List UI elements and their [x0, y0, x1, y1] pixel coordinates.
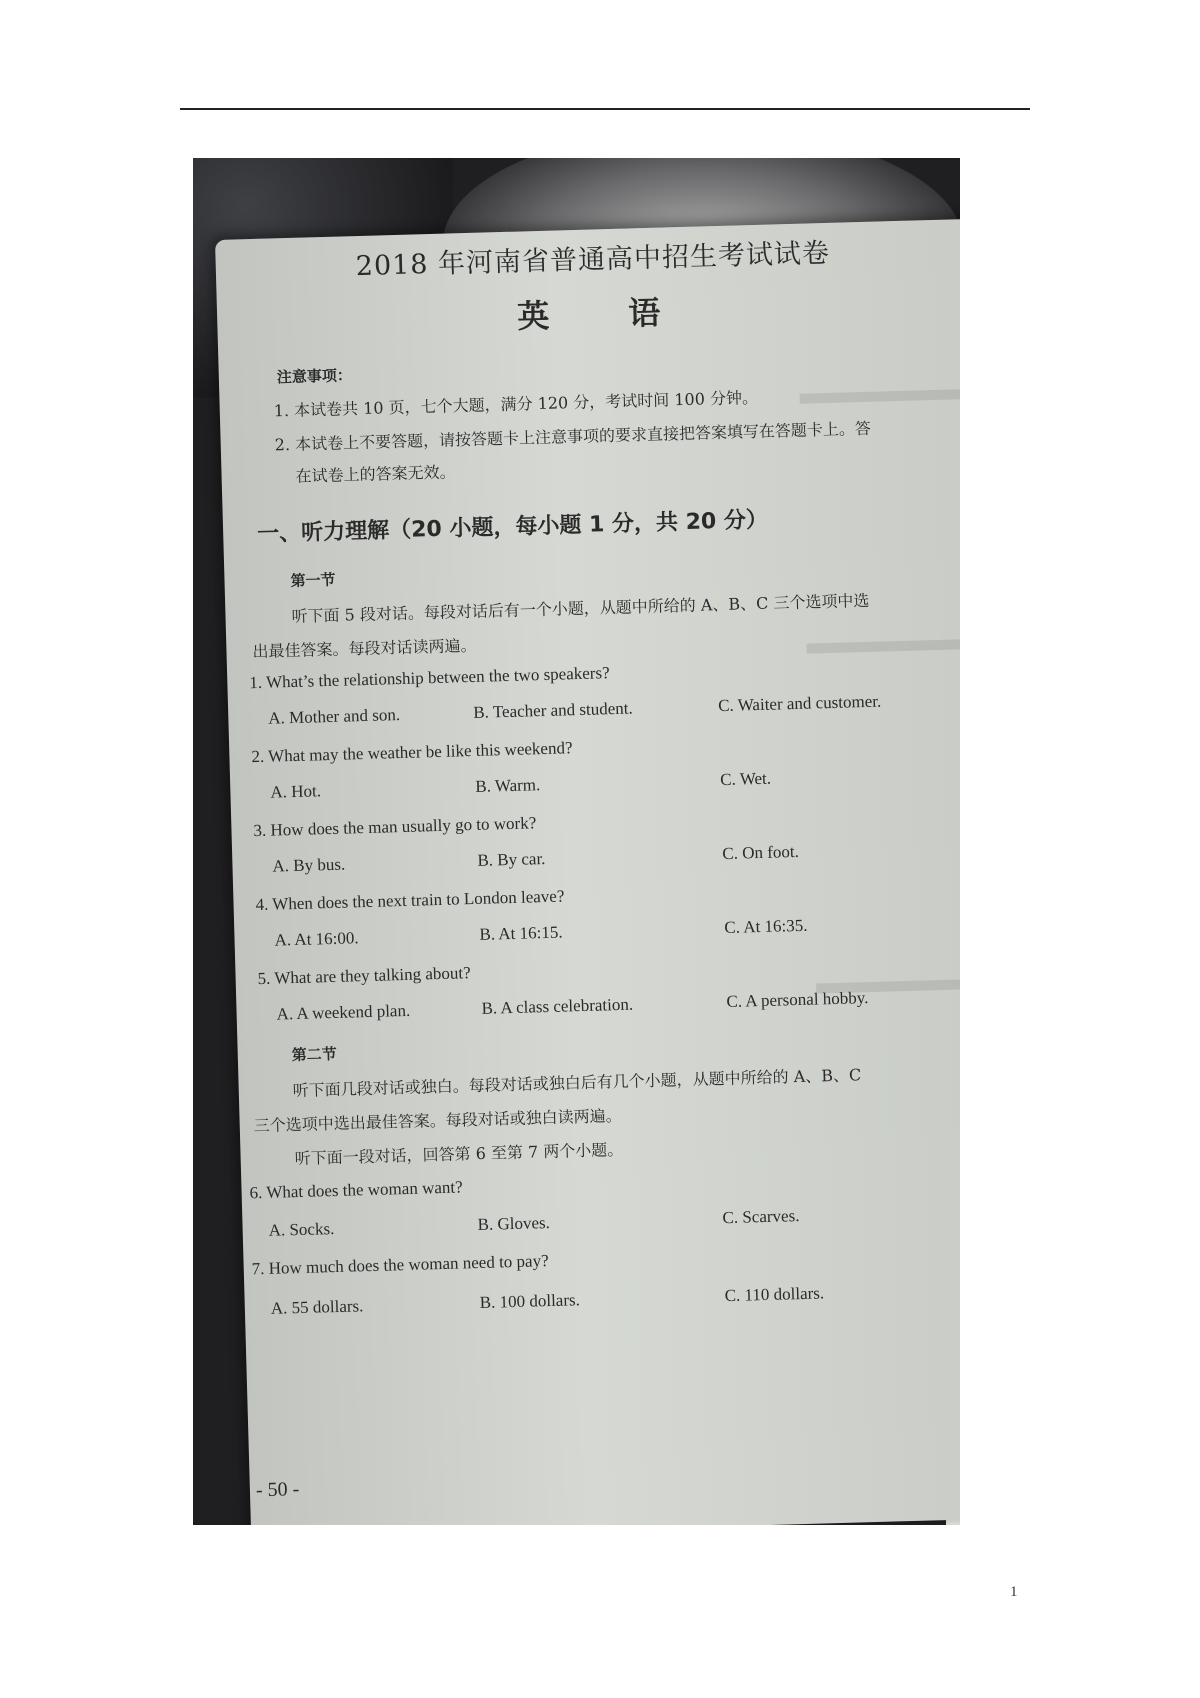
answer-option: C. On foot.	[722, 841, 800, 864]
notice-heading: 注意事项：	[276, 366, 353, 387]
answer-option: B. 100 dollars.	[479, 1290, 581, 1313]
answer-option: A. By bus.	[272, 854, 346, 876]
answer-option: A. At 16:00.	[274, 928, 359, 950]
bleed-through-text	[800, 389, 960, 404]
answer-option: B. By car.	[477, 849, 546, 870]
answer-option: B. A class celebration.	[481, 994, 634, 1018]
bleed-through-text	[807, 639, 960, 654]
answer-option: A. Hot.	[270, 781, 322, 802]
question-stem: 4. When does the next train to London leave?	[255, 886, 565, 915]
answer-option: C. 110 dollars.	[724, 1283, 825, 1306]
question-stem: 3. How does the man usually go to work?	[253, 813, 537, 841]
answer-option: A. 55 dollars.	[270, 1296, 364, 1318]
part2-heading: 第二节	[291, 1044, 338, 1065]
answer-option: C. Waiter and customer.	[717, 691, 882, 716]
answer-option: B. Teacher and student.	[473, 698, 633, 722]
answer-option: C. A personal hobby.	[726, 988, 869, 1012]
answer-option: B. Warm.	[475, 775, 541, 796]
answer-option: C. At 16:35.	[724, 915, 808, 938]
answer-option: A. Socks.	[268, 1219, 335, 1240]
answer-option: A. Mother and son.	[268, 705, 401, 728]
exam-photo	[193, 158, 960, 1525]
question-stem: 1. What’s the relationship between the two speakers?	[249, 663, 610, 693]
part1-instruction: 听下面 5 段对话。每段对话后有一个小题，从题中所给的 A、B、C 三个选项中选	[291, 590, 870, 627]
answer-option: B. At 16:15.	[479, 922, 563, 944]
part2-instruction: 三个选项中选出最佳答案。每段对话或独白读两遍。	[253, 1105, 622, 1136]
exam-title: 2018 年河南省普通高中招生考试试卷	[355, 237, 831, 283]
printed-page-number: - 50 -	[255, 1478, 300, 1502]
exam-subject: 英 语	[516, 292, 695, 336]
question-stem: 5. What are they talking about?	[257, 963, 471, 989]
part2-instruction: 听下面几段对话或独白。每段对话或独白后有几个小题，从题中所给的 A、B、C	[292, 1065, 862, 1101]
section-heading: 一、听力理解（20 小题，每小题 1 分，共 20 分）	[256, 507, 769, 547]
header-rule	[180, 108, 1030, 110]
answer-option: B. Gloves.	[477, 1213, 551, 1235]
question-stem: 7. How much does the woman need to pay?	[251, 1251, 549, 1279]
part1-heading: 第一节	[290, 570, 336, 591]
answer-option: A. A weekend plan.	[276, 1000, 411, 1024]
notice-item: 2. 本试卷上不要答题，请按答题卡上注意事项的要求直接把答案填写在答题卡上。答	[274, 418, 872, 455]
part2-instruction: 听下面一段对话，回答第 6 至第 7 两个小题。	[294, 1139, 624, 1169]
notice-item: 1. 本试卷共 10 页，七个大题，满分 120 分，考试时间 100 分钟。	[273, 387, 759, 421]
question-stem: 6. What does the woman want?	[249, 1177, 463, 1203]
answer-option: C. Scarves.	[722, 1206, 800, 1228]
part1-instruction: 出最佳答案。每段对话读两遍。	[252, 635, 477, 662]
paper-content	[215, 219, 960, 1525]
page-number: 1	[1010, 1584, 1018, 1600]
question-stem: 2. What may the weather be like this weekend?	[251, 738, 573, 767]
answer-option: C. Wet.	[719, 768, 772, 790]
exam-paper	[215, 219, 960, 1525]
notice-item: 在试卷上的答案无效。	[295, 462, 456, 486]
